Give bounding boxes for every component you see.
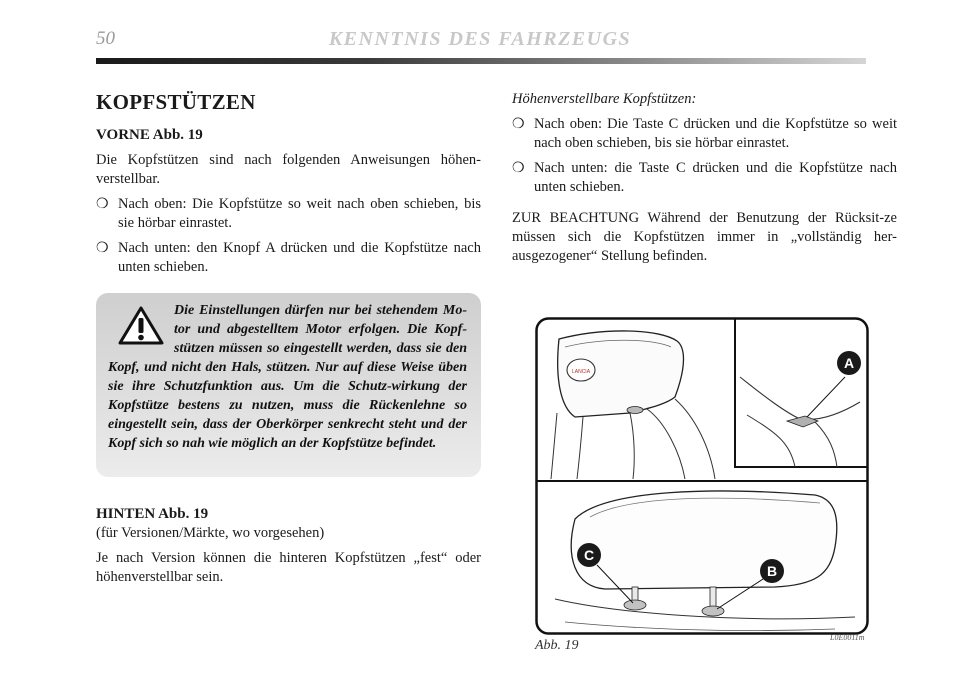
figure-code: L0E0011m	[830, 633, 865, 642]
header-rule	[96, 58, 866, 64]
warning-box	[96, 293, 481, 477]
bullet-text: Nach oben: Die Taste C drücken und die Kopfstütze so weit nach oben schieben, bis sie hörbar einrastet.	[534, 116, 897, 151]
bullet-text: Nach unten: die Taste C drücken und die Kopfstütze nach unten schieben.	[534, 160, 897, 195]
bullet-item	[96, 239, 481, 277]
adjustable-heading: Höhenverstellbare Kopfstützen:	[512, 91, 697, 107]
label-b: B	[766, 563, 778, 579]
page-number: 50	[96, 28, 115, 49]
front-heading: VORNE Abb. 19	[96, 127, 203, 143]
figure-caption: Abb. 19	[535, 638, 579, 653]
bullet-text: Nach oben: Die Kopfstütze so weit nach oben schieben, bis sie hörbar einrastet.	[118, 196, 481, 231]
rear-heading: HINTEN Abb. 19	[96, 506, 209, 522]
headrest-illustration	[535, 317, 869, 635]
rear-note-paragraph: ZUR BEACHTUNG Während der Benutzung der Rücksit-ze müssen sich die Kopfstützen immer in „vollständig her-ausgezogener“ Stellung befinden.	[512, 210, 897, 264]
label-a: A	[843, 355, 855, 371]
rear-text: Je nach Version können die hinteren Kopfstützen „fest“ oder höhenverstellbar sein.	[96, 550, 481, 585]
bullet-text: Nach unten: den Knopf A drücken und die Kopfstütze nach unten schieben.	[118, 240, 481, 275]
bullet-item	[512, 159, 897, 197]
bullet-item	[512, 115, 897, 153]
bullet-item	[96, 195, 481, 233]
rear-note: (für Versionen/Märkte, wo vorgesehen)	[96, 525, 325, 541]
right-column	[512, 90, 897, 272]
warning-text: Die Einstellungen dürfen nur bei stehendem Mo-tor und abgestelltem Motor erfolgen. Die Kopf-stützen müssen so eingestellt werden, dass sie den Kopf, und nicht den Hals, stützen. Nur auf diese Weise üben sie ihre Schutzfunktion aus. Um die Schutz-wirkung der Kopfstütze bestens zu nutzen, muss die Rückenlehne so eingestellt sein, dass der Oberkörper senkrecht steht und der Kopf sich so nah wie möglich an der Kopfstütze befindet.	[108, 303, 467, 451]
running-header: KENNTNIS DES FAHRZEUGS	[328, 28, 632, 50]
label-c: C	[583, 547, 595, 563]
bullet-circle-icon: ❍	[96, 197, 109, 212]
front-intro: Die Kopfstützen sind nach folgenden Anweisungen höhen-verstellbar.	[96, 152, 481, 187]
bullet-circle-icon: ❍	[512, 117, 525, 132]
warning-triangle-icon	[118, 305, 164, 345]
lancia-badge-text: LANCIA	[571, 369, 591, 375]
bullet-circle-icon: ❍	[96, 241, 109, 256]
rear-section	[96, 505, 481, 593]
figure-headrest	[535, 317, 869, 635]
bullet-circle-icon: ❍	[512, 161, 525, 176]
left-column	[96, 90, 481, 283]
page-title: KOPFSTÜTZEN	[96, 90, 256, 114]
